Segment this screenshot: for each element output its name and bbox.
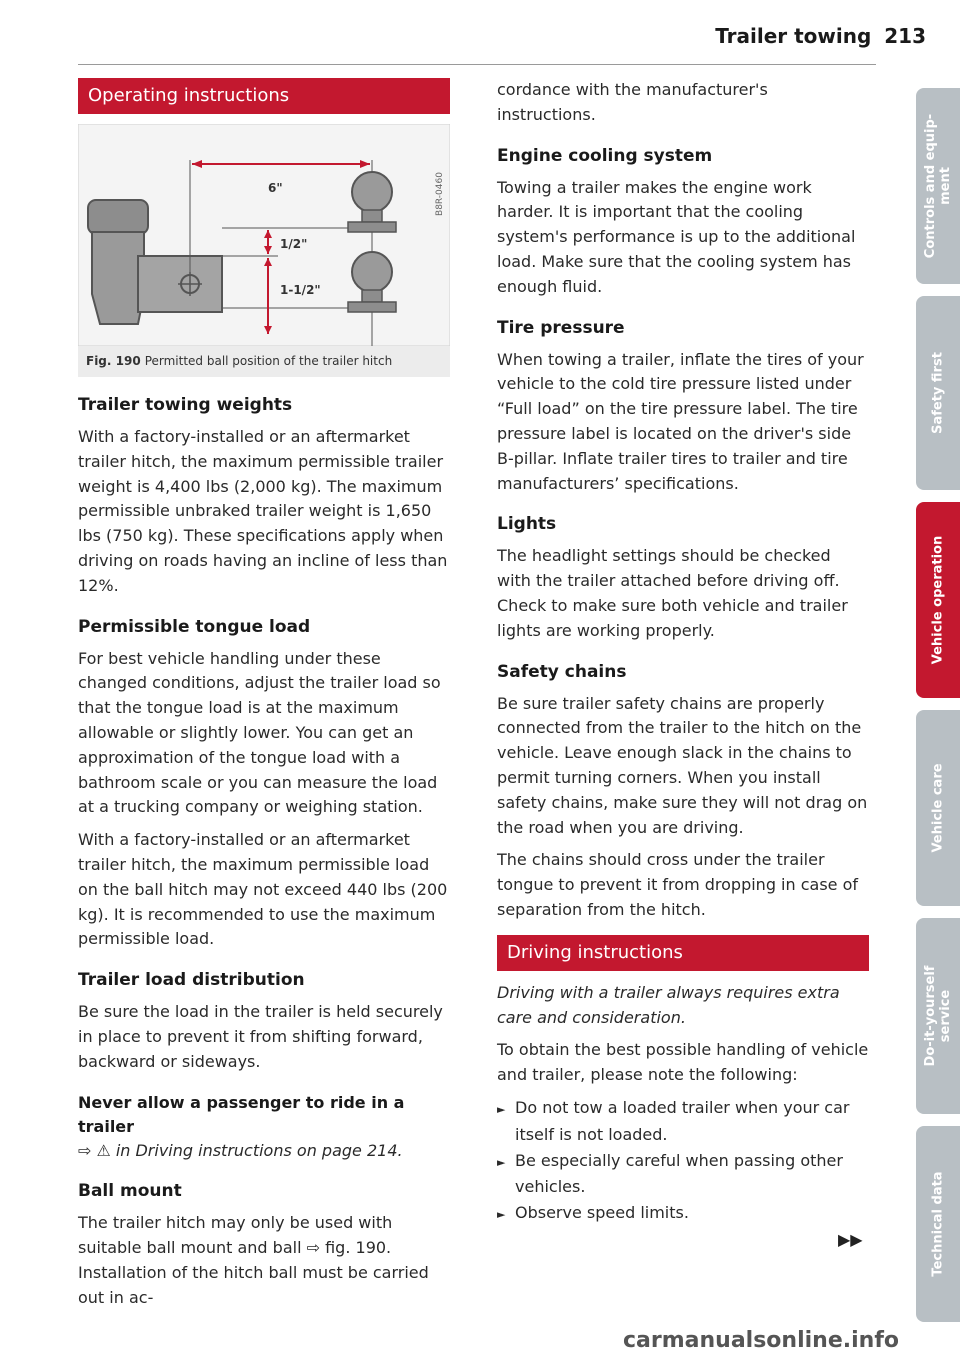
caption-label: Fig. 190: [86, 354, 141, 368]
tab-label: Vehicle care: [930, 763, 946, 853]
heading-load-distribution: Trailer load distribution: [78, 970, 305, 991]
tab-label: Do-it-yourself service: [923, 965, 953, 1067]
heading-tire-pressure: Tire pressure: [497, 317, 625, 338]
figure-code: B8R-0460: [435, 172, 445, 216]
tab-vehicle-care[interactable]: [916, 710, 960, 906]
driving-bullet-list: [497, 1096, 869, 1228]
section-banner-driving: Driving instructions: [497, 935, 869, 971]
paragraph-lights: The headlight settings should be checked with the trailer attached before driving off. Check to make sure both vehicle and trailer lights are working properly.: [497, 546, 848, 640]
paragraph-ball-mount: The trailer hitch may only be used with suitable ball mount and ball ⇨ fig. 190. Installation of the hitch ball must be carried out in ac-: [78, 1213, 429, 1307]
running-head: [709, 24, 926, 48]
list-item: [497, 1149, 869, 1201]
bullet-text: Observe speed limits.: [515, 1203, 689, 1223]
header-rule: [78, 64, 876, 65]
continue-arrow-icon: ▶▶: [838, 1230, 863, 1249]
heading-engine-cooling: Engine cooling system: [497, 145, 713, 166]
section-banner-operating: Operating instructions: [78, 78, 450, 114]
tab-label: Vehicle operation: [930, 535, 946, 665]
paragraph-engine-cooling: Towing a trailer makes the engine work harder. It is important that the cooling system's performance is up to the additional load. Make sure that the cooling system has enough fluid.: [497, 177, 856, 296]
tab-technical-data[interactable]: [916, 1126, 960, 1322]
tab-do-it-yourself-service[interactable]: [916, 918, 960, 1114]
paragraph-load-distribution: Be sure the load in the trailer is held securely in place to prevent it from shifting forward, backward or sideways.: [78, 1002, 443, 1071]
triangle-bullet-icon: ►: [497, 1102, 506, 1116]
ball-position-diagram: [78, 124, 450, 346]
paragraph-continuation: cordance with the manufacturer's instructions.: [497, 80, 768, 124]
heading-ball-mount: Ball mount: [78, 1181, 182, 1202]
paragraph-tire-pressure: When towing a trailer, inflate the tires of your vehicle to the cold tire pressure listed under “Full load” on the tire pressure label. The tire pressure label is located on the driver's side B-pillar. Inflate trailer tires to trailer and tire manufacturers’ specifications.: [497, 349, 864, 493]
tab-vehicle-operation[interactable]: [916, 502, 960, 698]
right-column: [497, 78, 869, 1229]
paragraph-tongue-load-2: With a factory-installed or an aftermarket trailer hitch, the maximum permissible load on the ball hitch may not exceed 440 lbs (200 kg). It is recommended to use the maximum permissible load.: [78, 830, 448, 949]
paragraph-safety-chains-1: Be sure trailer safety chains are properly connected from the trailer to the hitch on the vehicle. Leave enough slack in the chains to permit turning corners. When you install safety chains, make sure they will not drag on the road when you are driving.: [497, 693, 868, 837]
paragraph-driving-handling: To obtain the best possible handling of vehicle and trailer, please note the following:: [497, 1040, 869, 1085]
bullet-text: Do not tow a loaded trailer when your car itself is not loaded.: [515, 1097, 850, 1144]
figure-190: [78, 124, 450, 377]
caption-text: Permitted ball position of the trailer hitch: [144, 354, 393, 368]
paragraph-safety-chains-2: The chains should cross under the trailer tongue to prevent it from dropping in case of separation from the hitch.: [497, 850, 859, 919]
heading-no-passenger: Never allow a passenger to ride in a trailer: [78, 1092, 405, 1136]
list-item: [497, 1201, 869, 1228]
tab-label: Controls and equip- ment: [923, 113, 953, 259]
heading-tongue-load: Permissible tongue load: [78, 616, 311, 637]
passenger-reference-link[interactable]: ⇨ ⚠ in Driving instructions on page 214.: [78, 1140, 403, 1160]
dim-label-half: 1/2": [280, 237, 308, 251]
heading-safety-chains: Safety chains: [497, 661, 627, 682]
dim-label-one-half: 1-1/2": [280, 283, 321, 297]
figure-caption: [78, 346, 450, 377]
page-number: 213: [884, 24, 926, 48]
list-item: [497, 1096, 869, 1148]
tab-label: Technical data: [930, 1171, 946, 1277]
heading-lights: Lights: [497, 514, 557, 535]
heading-towing-weights: Trailer towing weights: [78, 395, 293, 415]
left-column: [78, 78, 450, 1319]
bullet-text: Be especially careful when passing other vehicles.: [515, 1150, 843, 1197]
paragraph-tongue-load-1: For best vehicle handling under these changed conditions, adjust the trailer load so that the tongue load is at the maximum allowable or slightly lower. You can get an approximation of the tongue load with a bathroom scale or you can measure the load at a trucking company or weighing station.: [78, 648, 441, 817]
triangle-bullet-icon: ►: [497, 1155, 506, 1169]
tab-safety-first[interactable]: [916, 296, 960, 490]
tab-label: Safety first: [930, 352, 946, 434]
tab-controls-and-equipment[interactable]: [916, 88, 960, 284]
watermark: carmanualsonline.info: [623, 1328, 899, 1353]
triangle-bullet-icon: ►: [497, 1208, 506, 1222]
paragraph-towing-weights: With a factory-installed or an aftermarket trailer hitch, the maximum permissible trailer weight is 4,400 lbs (2,000 kg). The maximum permissible unbraked trailer weight is 1,650 lbs (750 kg). These specifications apply when driving on roads having an incline of less than 12%.: [78, 427, 448, 595]
section-title: Trailer towing: [715, 24, 872, 48]
dim-label-6: 6": [268, 181, 283, 195]
paragraph-driving-intro: Driving with a trailer always requires extra care and consideration.: [497, 982, 840, 1027]
